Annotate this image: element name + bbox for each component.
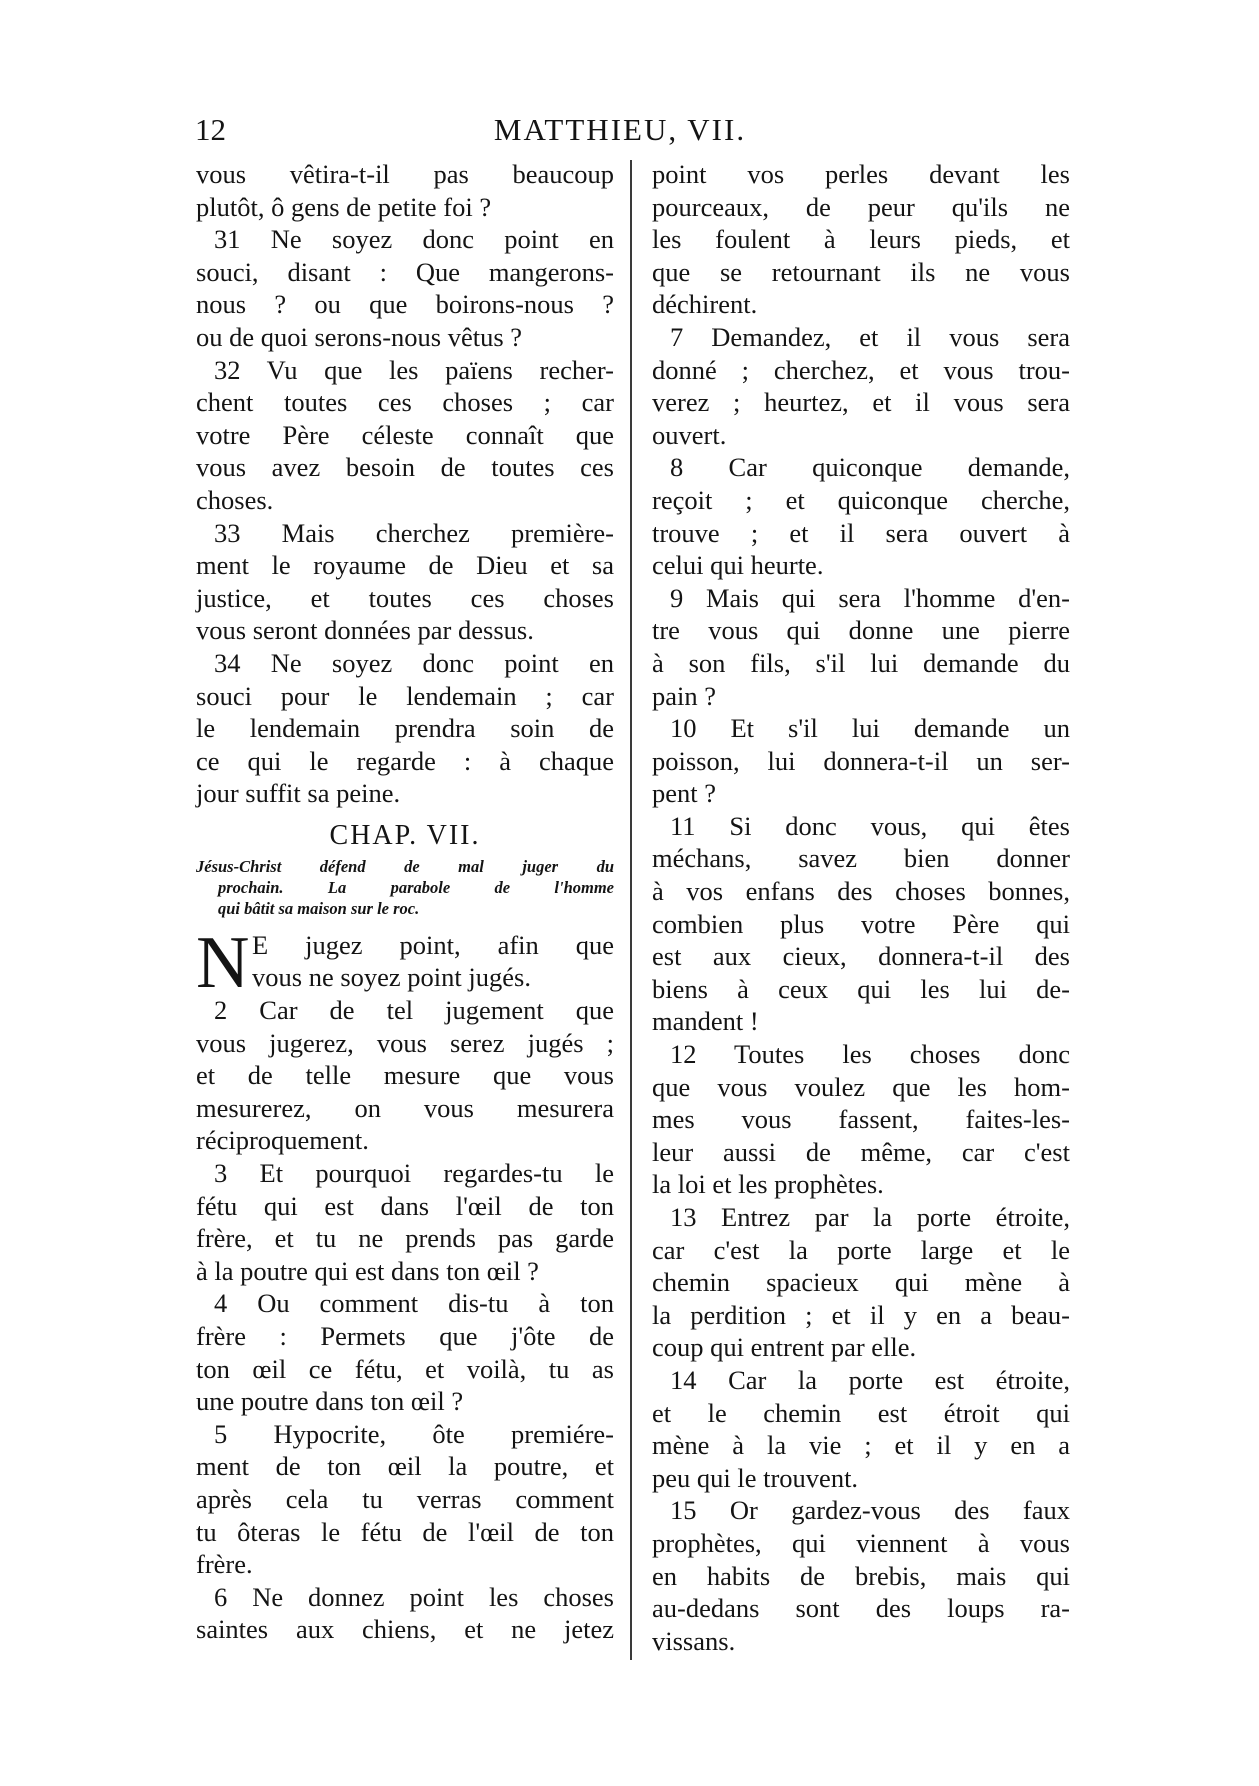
text-line: mandent ! — [652, 1006, 759, 1037]
text-line: 6 Ne donnez point les choses — [214, 1581, 614, 1612]
right-column — [652, 158, 1070, 1657]
text-line: 3 Et pourquoi regardes-tu le — [214, 1158, 614, 1189]
text-line: vous vêtira-t-il pas beaucoup — [196, 159, 614, 189]
text-line: biens à ceux qui les lui de- — [652, 973, 1070, 1004]
text-line: pain ? — [652, 680, 717, 711]
chapter-opening — [196, 921, 614, 1004]
text-line: nous ? ou que boirons-nous ? — [196, 289, 614, 320]
text-line: prophètes, qui viennent à vous — [652, 1527, 1070, 1558]
text-line: 4 Ou comment dis-tu à ton — [214, 1288, 614, 1319]
text-line: 8 Car quiconque demande, — [670, 452, 1070, 483]
page-number: 12 — [195, 112, 226, 147]
left-text-top — [196, 158, 614, 810]
text-line: 13 Entrez par la porte étroite, — [670, 1202, 1070, 1232]
text-line: ou de quoi serons-nous vêtus ? — [196, 321, 523, 352]
text-line: 5 Hypocrite, ôte premiére- — [214, 1418, 614, 1449]
text-line: coup qui entrent par elle. — [652, 1332, 917, 1363]
text-line: 31 Ne soyez donc point en — [214, 224, 614, 255]
text-line: est aux cieux, donnera-t-il des — [652, 941, 1070, 972]
text-line: souci pour le lendemain ; car — [196, 680, 614, 711]
text-line: poisson, lui donnera-t-il un ser- — [652, 745, 1070, 776]
text-line: réciproquement. — [196, 1125, 369, 1156]
text-line: 33 Mais cherchez première- — [214, 517, 614, 548]
text-line: ton œil ce fétu, et voilà, tu as — [196, 1353, 614, 1384]
summary-line: Jésus-Christ défend de mal juger du — [196, 856, 614, 876]
text-line: à la poutre qui est dans ton œil ? — [196, 1255, 539, 1286]
text-line: le lendemain prendra soin de — [196, 713, 614, 744]
text-line: mesurerez, on vous mesurera — [196, 1092, 614, 1123]
text-line: 12 Toutes les choses donc — [670, 1039, 1070, 1070]
text-line: frère, et tu ne prends pas garde — [196, 1223, 614, 1254]
text-line: 9 Mais qui sera l'homme d'en- — [670, 582, 1070, 613]
text-line: celui qui heurte. — [652, 550, 824, 581]
left-column — [196, 158, 614, 1646]
text-line: ment de ton œil la poutre, et — [196, 1451, 614, 1482]
text-line: donné ; cherchez, et vous trou- — [652, 354, 1070, 385]
text-line: vous avez besoin de toutes ces — [196, 452, 614, 483]
text-line: ce qui le regarde : à chaque — [196, 745, 614, 776]
text-line: reçoit ; et quiconque cherche, — [652, 484, 1070, 515]
text-line: chent toutes ces choses ; car — [196, 387, 614, 418]
text-line: 15 Or gardez-vous des faux — [670, 1495, 1070, 1526]
text-line: peu qui le trouvent. — [652, 1462, 859, 1493]
right-text — [652, 158, 1070, 1657]
text-line: déchirent. — [652, 289, 758, 320]
text-line: vous jugerez, vous serez jugés ; — [196, 1027, 614, 1058]
text-line: 10 Et s'il lui demande un — [670, 713, 1070, 744]
text-line: E jugez point, afin que — [252, 929, 614, 960]
running-head: MATTHIEU, VII. — [493, 112, 747, 147]
text-line: plutôt, ô gens de petite foi ? — [196, 191, 492, 222]
text-line: saintes aux chiens, et ne jetez — [196, 1614, 614, 1645]
drop-cap: N — [196, 921, 250, 1004]
text-line: 2 Car de tel jugement que — [214, 995, 614, 1026]
summary-line: qui bâtit sa maison sur le roc. — [218, 898, 420, 918]
text-line: trouve ; et il sera ouvert à — [652, 517, 1070, 548]
text-line: la perdition ; et il y en a beau- — [652, 1299, 1070, 1330]
text-line: une poutre dans ton œil ? — [196, 1386, 464, 1417]
text-line: choses. — [196, 484, 274, 515]
text-line: pent ? — [652, 778, 717, 809]
text-line: 14 Car la porte est étroite, — [670, 1364, 1070, 1395]
text-line: 34 Ne soyez donc point en — [214, 647, 614, 678]
text-line: après cela tu verras comment — [196, 1483, 614, 1514]
text-line: souci, disant : Que mangerons- — [196, 256, 614, 287]
text-line: ouvert. — [652, 419, 727, 450]
text-line: point vos perles devant les — [652, 159, 1070, 189]
text-line: et de telle mesure que vous — [196, 1060, 614, 1091]
text-line: à son fils, s'il lui demande du — [652, 647, 1070, 678]
text-line: car c'est la porte large et le — [652, 1234, 1070, 1265]
text-line: pourceaux, de peur qu'ils ne — [652, 191, 1070, 222]
text-line: jour suffit sa peine. — [196, 778, 401, 809]
text-line: vissans. — [652, 1625, 736, 1656]
text-line: tre vous qui donne une pierre — [652, 615, 1070, 646]
text-line: frère : Permets que j'ôte de — [196, 1321, 614, 1351]
chapter-summary — [196, 856, 614, 919]
text-line: 7 Demandez, et il vous sera — [670, 321, 1070, 352]
summary-line: prochain. La parabole de l'homme — [218, 877, 614, 897]
text-line: la loi et les prophètes. — [652, 1169, 884, 1200]
text-line: combien plus votre Père qui — [652, 908, 1070, 939]
column-divider — [630, 160, 632, 1660]
text-line: justice, et toutes ces choses — [196, 582, 614, 613]
left-text-bottom — [196, 994, 614, 1646]
text-line: les foulent à leurs pieds, et — [652, 224, 1070, 255]
text-line: 11 Si donc vous, qui êtes — [670, 810, 1070, 841]
text-line: frère. — [196, 1549, 253, 1580]
text-line: vous ne soyez point jugés. — [252, 962, 531, 993]
text-line: et le chemin est étroit qui — [652, 1397, 1070, 1428]
text-line: que vous voulez que les hom- — [652, 1071, 1070, 1102]
text-line: vous seront données par dessus. — [196, 615, 534, 646]
text-line: leur aussi de même, car c'est — [652, 1136, 1070, 1167]
text-line: en habits de brebis, mais qui — [652, 1560, 1070, 1591]
text-line: au-dedans sont des loups ra- — [652, 1593, 1070, 1624]
text-line: votre Père céleste connaît que — [196, 419, 614, 450]
text-line: fétu qui est dans l'œil de ton — [196, 1190, 614, 1221]
text-line: tu ôteras le fétu de l'œil de ton — [196, 1516, 614, 1547]
text-line: chemin spacieux qui mène à — [652, 1267, 1070, 1298]
text-line: mène à la vie ; et il y en a — [652, 1430, 1070, 1461]
text-line: que se retournant ils ne vous — [652, 256, 1070, 287]
text-line: à vos enfans des choses bonnes, — [652, 876, 1070, 907]
text-line: verez ; heurtez, et il vous sera — [652, 387, 1070, 418]
text-line: méchans, savez bien donner — [652, 843, 1070, 874]
chapter-heading: CHAP. VII. — [329, 819, 481, 851]
text-line: 32 Vu que les païens recher- — [214, 354, 614, 385]
text-line: ment le royaume de Dieu et sa — [196, 550, 614, 581]
text-line: mes vous fassent, faites-les- — [652, 1104, 1070, 1135]
